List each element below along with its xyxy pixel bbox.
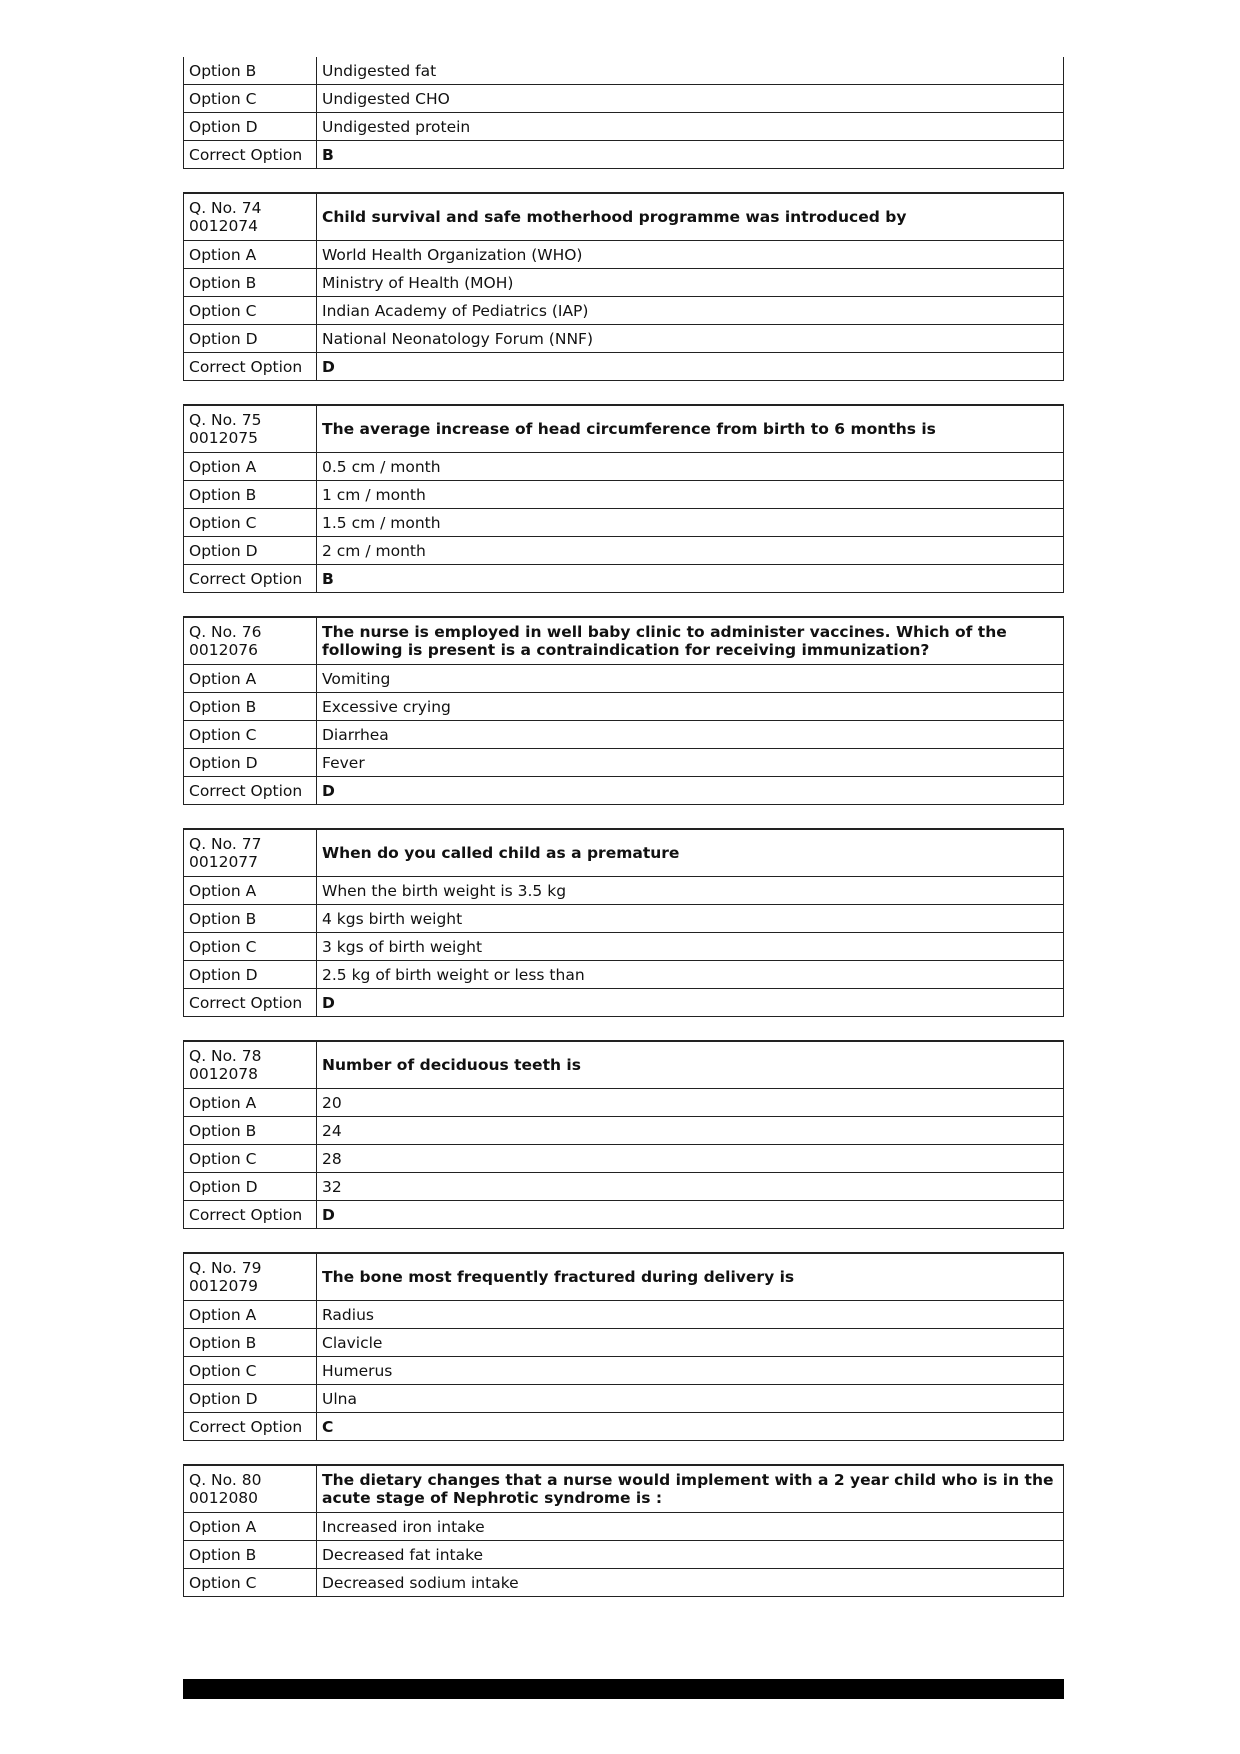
option-label: Option B [184,905,317,933]
option-label: Option A [184,877,317,905]
question-header-row [184,405,1064,453]
option-text: 32 [317,1173,1064,1201]
question-code: 0012076 [189,641,259,659]
option-row [184,481,1064,509]
option-label: Option A [184,665,317,693]
option-label: Option A [184,1089,317,1117]
question-code: 0012080 [189,1489,259,1507]
correct-option-label: Correct Option [184,1201,317,1229]
correct-option-label: Correct Option [184,989,317,1017]
correct-option-value: D [317,989,1064,1017]
question-80-table [183,1464,1064,1597]
question-list [183,57,1064,1597]
correct-option-row [184,353,1064,381]
option-row [184,1329,1064,1357]
question-text: Child survival and safe motherhood programme was introduced by [317,193,1064,241]
option-text: Radius [317,1301,1064,1329]
page-bottom-bar [183,1679,1064,1699]
option-text: 1.5 cm / month [317,509,1064,537]
question-code: 0012077 [189,853,259,871]
option-row [184,269,1064,297]
correct-option-row [184,141,1064,169]
option-row [184,113,1064,141]
question-number: Q. No. 77 0012077 [184,829,317,877]
correct-option-row [184,565,1064,593]
option-label: Option A [184,453,317,481]
option-text: Humerus [317,1357,1064,1385]
option-text: When the birth weight is 3.5 kg [317,877,1064,905]
question-78-table [183,1040,1064,1229]
option-text: 1 cm / month [317,481,1064,509]
option-row [184,877,1064,905]
question-74-table [183,192,1064,381]
option-text: Decreased sodium intake [317,1569,1064,1597]
option-label: Option D [184,1385,317,1413]
question-code: 0012079 [189,1277,259,1295]
correct-option-label: Correct Option [184,141,317,169]
option-text: 4 kgs birth weight [317,905,1064,933]
option-label: Option C [184,721,317,749]
option-text: Ulna [317,1385,1064,1413]
option-row [184,1541,1064,1569]
option-row [184,1145,1064,1173]
question-text: When do you called child as a premature [317,829,1064,877]
question-code: 0012078 [189,1065,259,1083]
option-label: Option B [184,1117,317,1145]
option-text: Increased iron intake [317,1513,1064,1541]
option-text: Decreased fat intake [317,1541,1064,1569]
option-text: Ministry of Health (MOH) [317,269,1064,297]
option-text: 28 [317,1145,1064,1173]
question-header-row [184,193,1064,241]
question-header-row [184,1253,1064,1301]
option-text: Undigested CHO [317,85,1064,113]
question-text: The dietary changes that a nurse would implement with a 2 year child who is in the acute stage of Nephrotic syndrome is : [317,1465,1064,1513]
correct-option-value: D [317,1201,1064,1229]
option-row [184,509,1064,537]
question-code: 0012074 [189,217,259,235]
option-text: 20 [317,1089,1064,1117]
question-text: Number of deciduous teeth is [317,1041,1064,1089]
question-header-row [184,617,1064,665]
question-75-table [183,404,1064,593]
option-row [184,721,1064,749]
option-row [184,933,1064,961]
option-label: Option C [184,933,317,961]
option-row [184,749,1064,777]
option-row [184,85,1064,113]
option-row [184,1117,1064,1145]
option-text: Undigested protein [317,113,1064,141]
correct-option-value: D [317,353,1064,381]
question-number: Q. No. 75 0012075 [184,405,317,453]
question-number: Q. No. 79 0012079 [184,1253,317,1301]
question-header-row [184,829,1064,877]
option-label: Option A [184,241,317,269]
correct-option-label: Correct Option [184,565,317,593]
option-text: Indian Academy of Pediatrics (IAP) [317,297,1064,325]
option-text: Diarrhea [317,721,1064,749]
option-label: Option B [184,57,317,85]
option-text: Excessive crying [317,693,1064,721]
option-row [184,961,1064,989]
question-text: The bone most frequently fractured during delivery is [317,1253,1064,1301]
question-code: 0012075 [189,429,259,447]
option-row [184,297,1064,325]
option-row [184,665,1064,693]
option-row [184,453,1064,481]
correct-option-value: B [317,565,1064,593]
option-label: Option C [184,1145,317,1173]
option-row [184,1569,1064,1597]
option-text: Vomiting [317,665,1064,693]
option-label: Option B [184,693,317,721]
option-row [184,1385,1064,1413]
option-row [184,241,1064,269]
question-76-table [183,616,1064,805]
option-label: Option D [184,749,317,777]
option-row [184,1513,1064,1541]
question-79-table [183,1252,1064,1441]
option-row [184,1173,1064,1201]
option-label: Option A [184,1513,317,1541]
question-number: Q. No. 76 0012076 [184,617,317,665]
option-label: Option C [184,1357,317,1385]
option-text: 24 [317,1117,1064,1145]
correct-option-value: D [317,777,1064,805]
option-text: 2.5 kg of birth weight or less than [317,961,1064,989]
correct-option-label: Correct Option [184,777,317,805]
option-label: Option D [184,113,317,141]
question-77-table [183,828,1064,1017]
option-label: Option D [184,537,317,565]
option-row [184,57,1064,85]
correct-option-label: Correct Option [184,353,317,381]
correct-option-label: Correct Option [184,1413,317,1441]
option-label: Option C [184,297,317,325]
option-text: 2 cm / month [317,537,1064,565]
correct-option-value: C [317,1413,1064,1441]
option-row [184,1301,1064,1329]
correct-option-value: B [317,141,1064,169]
option-label: Option C [184,509,317,537]
option-label: Option C [184,85,317,113]
option-label: Option C [184,1569,317,1597]
option-text: National Neonatology Forum (NNF) [317,325,1064,353]
option-text: Undigested fat [317,57,1064,85]
option-label: Option B [184,481,317,509]
correct-option-row [184,1413,1064,1441]
correct-option-row [184,1201,1064,1229]
option-text: World Health Organization (WHO) [317,241,1064,269]
option-text: Clavicle [317,1329,1064,1357]
option-text: 0.5 cm / month [317,453,1064,481]
correct-option-row [184,777,1064,805]
question-number: Q. No. 74 0012074 [184,193,317,241]
question-number: Q. No. 78 0012078 [184,1041,317,1089]
option-label: Option D [184,1173,317,1201]
option-row [184,905,1064,933]
option-row [184,1089,1064,1117]
option-row [184,693,1064,721]
question-header-row [184,1465,1064,1513]
question-text: The average increase of head circumference from birth to 6 months is [317,405,1064,453]
option-label: Option B [184,1329,317,1357]
option-text: Fever [317,749,1064,777]
correct-option-row [184,989,1064,1017]
question-number: Q. No. 80 0012080 [184,1465,317,1513]
option-label: Option B [184,269,317,297]
option-text: 3 kgs of birth weight [317,933,1064,961]
option-label: Option B [184,1541,317,1569]
option-row [184,1357,1064,1385]
option-label: Option A [184,1301,317,1329]
option-row [184,325,1064,353]
question-text: The nurse is employed in well baby clinic to administer vaccines. Which of the following is present is a contraindication for receiving immunization? [317,617,1064,665]
option-label: Option D [184,961,317,989]
option-row [184,537,1064,565]
question-header-row [184,1041,1064,1089]
option-label: Option D [184,325,317,353]
question-73-table [183,57,1064,169]
